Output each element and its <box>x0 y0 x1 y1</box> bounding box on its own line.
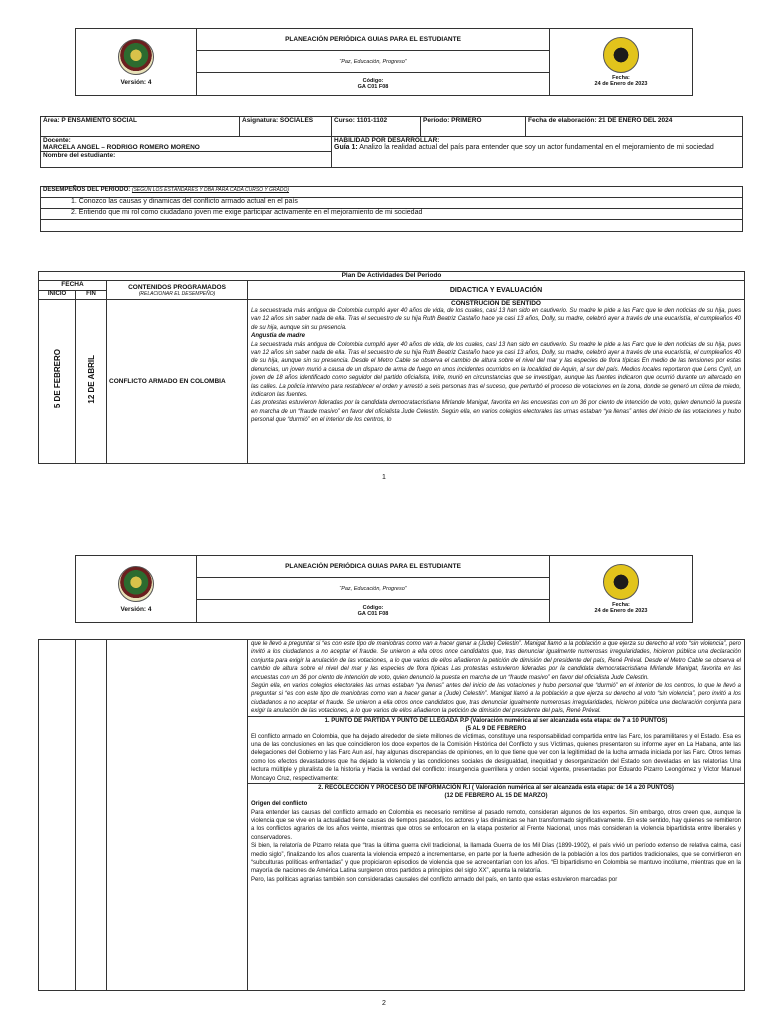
code-cell <box>197 600 550 623</box>
didactica-cell <box>248 300 745 464</box>
header-title: PLANEACIÓN PERIÓDICA GUIAS PARA EL ESTUDIANTE <box>197 29 550 51</box>
start-date-cell <box>39 300 76 464</box>
didactica-cell <box>248 640 745 991</box>
contenidos-header <box>107 281 248 300</box>
fecha-elab-cell: Fecha de elaboración: 21 DE ENERO DEL 2024 <box>526 117 743 137</box>
docente-names: MARCELA ANGEL – RODRIGO ROMERO MORENO <box>43 144 200 151</box>
section1-header <box>248 716 744 733</box>
motto: “Paz, Educación, Progreso” <box>197 51 550 73</box>
construccion-title: CONSTRUCIÓN DE SENTIDO <box>451 300 541 307</box>
habilidad-cell <box>332 137 743 168</box>
paragraph: Según ella, en varios colegios electorales las urnas estaban “ya llenas” antes del inicio de las votaciones y hubo personal que “durmió” en el interior de los centros, lo que le llevó a preguntar si “es con este tipo de maniobras como van a hacer ganar a (Jude) Celestin”. Manigat llamó a la población a que ejerza su derecho al voto “sin violencia”, pero invitó a los ciudadanos a no aceptar el fraude. Se unieron a ella otros once candidatos que, tras denunciar igualmente numerosas irregularidades, hicieron pública una declaración conjunta para exigir la anulación de las votaciones, a lo que varios de ellos añadieron la petición de dimisión del presidente del país, René Préval. <box>251 683 741 715</box>
school-logo-cell <box>76 29 197 96</box>
desempenos-table <box>40 186 743 232</box>
paragraph: Si bien, la relatoría de Pizarro relata que “tras la última guerra civil tradicional, la llamada Guerra de los Mil Días (1899-1902), el país vivió un período extenso de relativa calma, casi medio siglo”, finalizando los años cuarenta la violencia empezó a incrementarse, en parte por la fuerte adhesión de la población a los dos partidos tradicionales, que se convirtieron en “subculturas políticas enfrentadas” y que propiciaron episodios de violencia que se acrecentarían con los años. “El bipartidismo en Colombia se mantuvo incólume, mientras que en la mayoría de naciones de América Latina surgieron otros partidos a principios del siglo XX”, apunta la relatoría. <box>251 843 741 875</box>
docente-label: Docente: <box>43 137 71 144</box>
desempeno-empty <box>41 220 743 232</box>
desempenos-header <box>41 187 743 198</box>
code-value: GA C01 F08 <box>357 84 389 90</box>
subheading: Origen del conflicto <box>251 801 308 808</box>
city-seal-icon <box>603 564 639 600</box>
guia-text: Analizo la realidad actual del país para entender que soy un actor fundamental en el mejoramiento de mi sociedad <box>357 144 714 151</box>
code-cell <box>197 73 550 96</box>
version-label: Versión: 4 <box>120 78 152 86</box>
desempenos-sub: (SEGÚN LOS ESTÁNDARES Y DBA PARA CADA CURSO Y GRADO) <box>131 187 289 193</box>
code-label: Código: <box>362 78 384 84</box>
paragraph: La secuestrada más antigua de Colombia cumplió ayer 40 años de vida, de los cuales, casi 13 han sido en cautiverio. Su madre le pide a las Farc que le den noticias de su hija, pues van 12 años sin saber nada de ella. Tras el secuestro de su hija Ruth Beatriz Castaño hace ya casi 13 años, Dolly, su madre, celebró ayer a través de una eucaristía, el cumpleaños 40 de su hija, aunque sin su presencia. Desde el Metro Cable se observa el cambio de altura sobre el nivel del mar y las especies de flora típicas En medio de las tensiones por estas denuncias, un joven murió a causa de un disparo de arma de fuego en unos incidentes ocurridos en la localidad de Aquin, al sur del país. Medios locales reportaron que Lens Cyril, un joven de 18 años identificado como seguidor del partido oficialista, Inite, murió en circunstancias que se investigan, aunque las fuentes indicaron que ocurrió durante un altercado en las calles. La policía intervino para restablecer el orden y arrestó a seis personas tras el suceso, que perturbó el proceso de votaciones en la zona, donde se generó un clima de miedo, indicaron las fuentes. <box>251 341 741 399</box>
school-crest-icon <box>118 39 154 75</box>
page1-header <box>75 28 693 96</box>
code-value: GA C01 F08 <box>357 611 389 617</box>
section1-date: (5 AL 9 DE FEBRERO <box>465 725 527 732</box>
plan-table-page1 <box>38 271 745 464</box>
fin-col <box>76 640 107 991</box>
section2-title: 2. RECOLECCIÓN Y PROCESO DE INFORMACIÓN R.I ( Valoración numérica al ser alcanzada esta etapa: de 14 a 20 PUNTOS) <box>318 785 674 792</box>
desempeno-item: 2. Entiendo que mi rol como ciudadano joven me exige participar activamente en el mejoramiento de mi sociedad <box>41 209 743 220</box>
paragraph: La secuestrada más antigua de Colombia cumplió ayer 40 años de vida, de los cuales, casi 13 han sido en cautiverio. Su madre le pide a las Farc que le den noticias de su hija, pues van 12 años sin saber nada de ella. Tras el secuestro de su hija Ruth Beatriz Castaño hace ya casi 13 años, Dolly, su madre, celebró ayer a través de una eucaristía, el cumpleaños 40 de su hija, aunque sin su presencia. <box>251 308 741 331</box>
desempenos-label: DESEMPEÑOS DEL PERIODO: <box>43 187 131 193</box>
date-value: 24 de Enero de 2023 <box>594 608 648 614</box>
school-crest-icon <box>118 566 154 602</box>
date-label: Fecha: <box>612 602 630 608</box>
version-label: Versión: 4 <box>120 605 152 613</box>
paragraph: que le llevó a preguntar si “es con este tipo de maniobras como van a hacer ganar a (Jude) Celestin”. Manigat llamó a la población a que ejerza su derecho al voto “sin violencia”, pero invitó a los ciudadanos a no aceptar el fraude. Se unieron a ella otros once candidatos que, tras denunciar igualmente numerosas irregularidades, hicieron pública una declaración conjunta para exigir la anulación de las votaciones, a lo que varios de ellos añadieron la petición de dimisión del presidente del país, René Préval. Desde el Metro Cable se observa el cambio de altura sobre el nivel del mar y las especies de flora típicas Las protestas estuvieron lideradas por la candidata democratacristiana Mirlande Manigat, favorita en las encuestas con un 36 por ciento de intención de voto, quien denunció la puesta en marcha de un “fraude masivo” en favor del oficialista Jude Celestin. <box>251 641 741 681</box>
end-date-cell <box>76 300 107 464</box>
city-seal-icon <box>603 37 639 73</box>
inicio-header: INICIO <box>39 291 76 300</box>
paragraph: El conflicto armado en Colombia, que ha dejado alrededor de siete millones de víctimas, constituye una responsabilidad compartida entre las Farc, los paramilitares y el Estado. Esa es una de las conclusiones en las que coincidieron los doce expertos de la Comisión Histórica del Conflicto y sus Víctimas, quienes presentaron su informe ayer en La Habana, ante las delegaciones del Gobierno y las Farc Aun así, hay algunas discrepancias de opiniones, en lo que tiene que ver con la legitimidad de la lucha armada iniciada por las Farc. Otros temas como los efectos devastadores que ha dejado la violencia y las condiciones sociales de desigualdad, inequidad y desorganización del Estado son develadas en las relatorías Una lectura múltiple y pluralista de la historia y Hacia la verdad del conflicto: insurgencia guerrillera y orden social vigente, presentadas por Eduardo Pizarro Leongómez y Víctor Manuel Moncayo Cruz, respectivamente: <box>251 733 741 782</box>
curso-cell: Curso: 1101-1102 <box>332 117 421 137</box>
desempeno-item: 1. Conozco las causas y dinamicas del conflicto armado actual en el país <box>41 198 743 209</box>
inicio-col <box>39 640 76 991</box>
habilidad-label: HABILIDAD POR DESARROLLAR: <box>334 137 440 144</box>
area-cell: Área: P ENSAMIENTO SOCIAL <box>41 117 240 137</box>
contenidos-label: CONTENIDOS PROGRAMADOS <box>128 283 226 291</box>
paragraph: Pero, las políticas agrarias también son consideradas causales del conflicto armado del país, en tanto que estas estuvieron marcadas por <box>251 876 618 883</box>
seal-logo-cell <box>550 29 693 96</box>
end-date: 12 DE ABRIL <box>86 354 96 404</box>
guia-label: Guía 1: <box>334 144 358 151</box>
fecha-header: FECHA <box>39 281 107 291</box>
page2-header <box>75 555 693 623</box>
section2-header <box>248 783 744 800</box>
code-label: Código: <box>362 605 384 611</box>
contenidos-sub: (RELACIONAR EL DESEMPEÑO) <box>138 290 216 297</box>
header-title: PLANEACIÓN PERIÓDICA GUIAS PARA EL ESTUDIANTE <box>197 556 550 578</box>
periodo-cell: Período: PRIMERO <box>421 117 526 137</box>
asignatura-cell: Asignatura: SOCIALES <box>240 117 332 137</box>
content-cell: CONFLICTO ARMADO EN COLOMBIA <box>107 300 248 464</box>
start-date: 5 DE FEBRERO <box>52 349 62 409</box>
section1-value: (Valoración numérica al ser alcanzada esta etapa: de 7 a 10 PUNTOS) <box>470 717 668 724</box>
plan-title: Plan De Actividades Del Periodo <box>39 272 745 281</box>
paragraph: Las protestas estuvieron lideradas por la candidata democratacristiana Mirlande Manigat, favorita en las encuestas con un 36 por ciento de intención de voto, quien denunció la puesta en marcha de un “fraude masivo” en favor del oficialista Jude Celestin. Según ella, en varios colegios electorales las urnas estaban “ya llenas” antes del inicio de las votaciones y hubo personal que “durmió” en el interior de los centros, lo <box>251 400 741 424</box>
date-value: 24 de Enero de 2023 <box>594 81 648 87</box>
section2-date: (12 DE FEBRERO AL 15 DE MARZO) <box>444 793 548 800</box>
page-number: 2 <box>382 1000 386 1007</box>
motto: “Paz, Educación, Progreso” <box>197 578 550 600</box>
info-table <box>40 116 743 168</box>
didactica-header: DIDACTICA Y EVALUACIÓN <box>248 281 745 300</box>
section1-title: 1. PUNTO DE PARTIDA Y PUNTO DE LLEGADA P.P <box>324 717 469 724</box>
docente-cell <box>41 137 332 152</box>
page-number: 1 <box>382 474 386 481</box>
seal-logo-cell <box>550 556 693 623</box>
contenidos-col <box>107 640 248 991</box>
paragraph: Para entender las causas del conflicto armado en Colombia es necesario remitirse al pasado remoto, consideran algunos de los expertos. Sin embargo, otros creen que, aunque la violencia que se vive en la actualidad tiene causas de tiempos pasados, los actores y las dinámicas se han transformado significativamente. En este sentido, hay quienes se remitieron a los conflictos agrarios de los años veinte, mientras que otros se enfocaron en la etapa posterior al Frente Nacional, unos más consideran la violencia bipartidista entre liberales y conservadores. <box>251 809 741 841</box>
plan-table-page2 <box>38 639 745 991</box>
date-label: Fecha: <box>612 75 630 81</box>
school-logo-cell <box>76 556 197 623</box>
estudiante-cell: Nombre del estudiante: <box>41 152 332 168</box>
fin-header: FIN <box>76 291 107 300</box>
subheading: Angustia de madre <box>251 333 306 340</box>
